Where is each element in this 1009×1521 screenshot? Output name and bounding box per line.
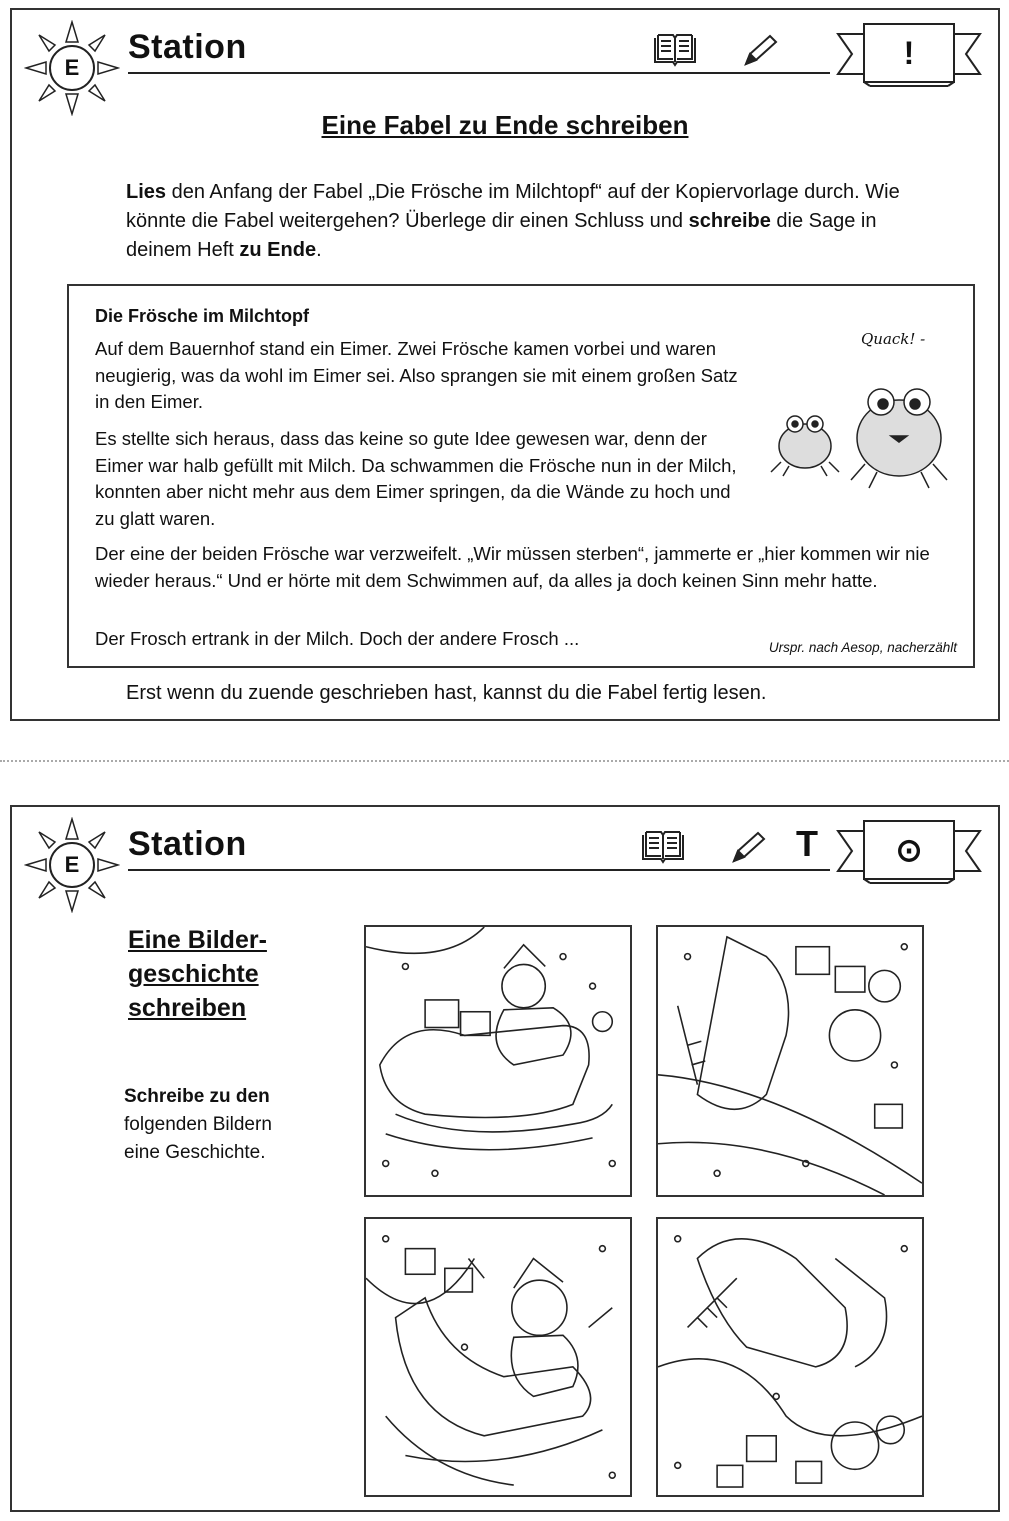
banner-symbol: ! [903,35,915,71]
sleigh-tipping-illustration-icon [658,927,922,1195]
picture-panel-3 [364,1217,632,1497]
fable-paragraph-3: Der eine der beiden Frösche war verzweifelt. „Wir müssen sterben“, jammerte er „hier kommen wir nie wieder heraus.“ Und er hörte mit dem Schwimmen auf, da alles ja doch keinen Sinn mehr hatte. [95,543,930,591]
story-heading-line-3: schreiben [128,994,247,1022]
pencil-icon [740,32,780,68]
station-card-picture-story [10,805,1000,1512]
intro-bold-2: schreibe [688,210,771,232]
quack-speech: Quack! - [861,330,926,348]
story-instruction [124,1083,334,1167]
station-title: Station [128,825,247,863]
story-instruction-line-3: eine Geschichte. [124,1142,266,1163]
picture-panel-1 [364,925,632,1197]
frogs-illustration-icon [769,376,959,506]
closing-text: Erst wenn du zuende geschrieben hast, kannst du die Fabel fertig lesen. [126,682,767,704]
picture-panel-4 [656,1217,924,1497]
fable-source: Urspr. nach Aesop, nacherzählt [768,640,957,655]
text-task-letter: T [796,823,818,864]
title-rule [128,869,830,871]
story-instruction-line-2: folgenden Bildern [124,1114,272,1135]
santa-sleigh-illustration-icon [366,927,630,1195]
fable-title: Die Frösche im Milchtopf [95,306,310,326]
station-card-fable [10,8,1000,721]
intro-text-2: die Sage in deinem Heft [126,210,877,261]
story-heading-line-1: Eine Bilder- [128,926,267,954]
badge-letter: E [64,852,80,877]
station-title: Station [128,28,247,66]
fable-paragraph-4: Der Frosch ertrank in der Milch. Doch der andere Frosch ... [95,628,580,649]
intro-text-1: den Anfang der Fabel „Die Frösche im Milchtopf“ auf der Kopiervorlage durch. Wie könnte die Fabel weitergehen? Überlege dir einen Schluss und [126,181,900,232]
fable-paragraph-2: Es stellte sich heraus, dass das keine so gute Idee gewesen war, denn der Eimer war halb gefüllt mit Milch. Da schwammen die Frösche nun in der Milch, konnten aber nicht mehr aus dem Eimer springen, da die Wände zu hoch und zu glatt waren. [95,428,737,529]
santa-waving-illustration-icon [366,1219,630,1495]
intro-text [126,178,946,265]
fable-heading: Eine Fabel zu Ende schreiben [321,110,689,140]
cut-line [0,760,1009,762]
intro-text-3: . [316,239,322,261]
title-rule [128,72,830,74]
story-heading-line-2: geschichte [128,960,259,988]
picture-panel-2 [656,925,924,1197]
book-icon [640,829,686,865]
story-heading [128,923,348,1025]
badge-letter: E [64,55,80,80]
intro-bold-1: Lies [126,181,167,203]
fable-box [67,284,975,668]
sleigh-crash-illustration-icon [658,1219,922,1495]
book-icon [652,32,698,68]
intro-bold-3: zu Ende [239,239,317,261]
banner-symbol: ⊙ [895,832,923,868]
story-instruction-bold: Schreibe zu den [124,1086,270,1107]
pencil-icon [728,829,768,865]
fable-paragraph-1: Auf dem Bauernhof stand ein Eimer. Zwei Frösche kamen vorbei und waren neugierig, was da wohl im Eimer sei. Also sprangen sie mit einem großen Satz in den Eimer. [95,338,738,412]
